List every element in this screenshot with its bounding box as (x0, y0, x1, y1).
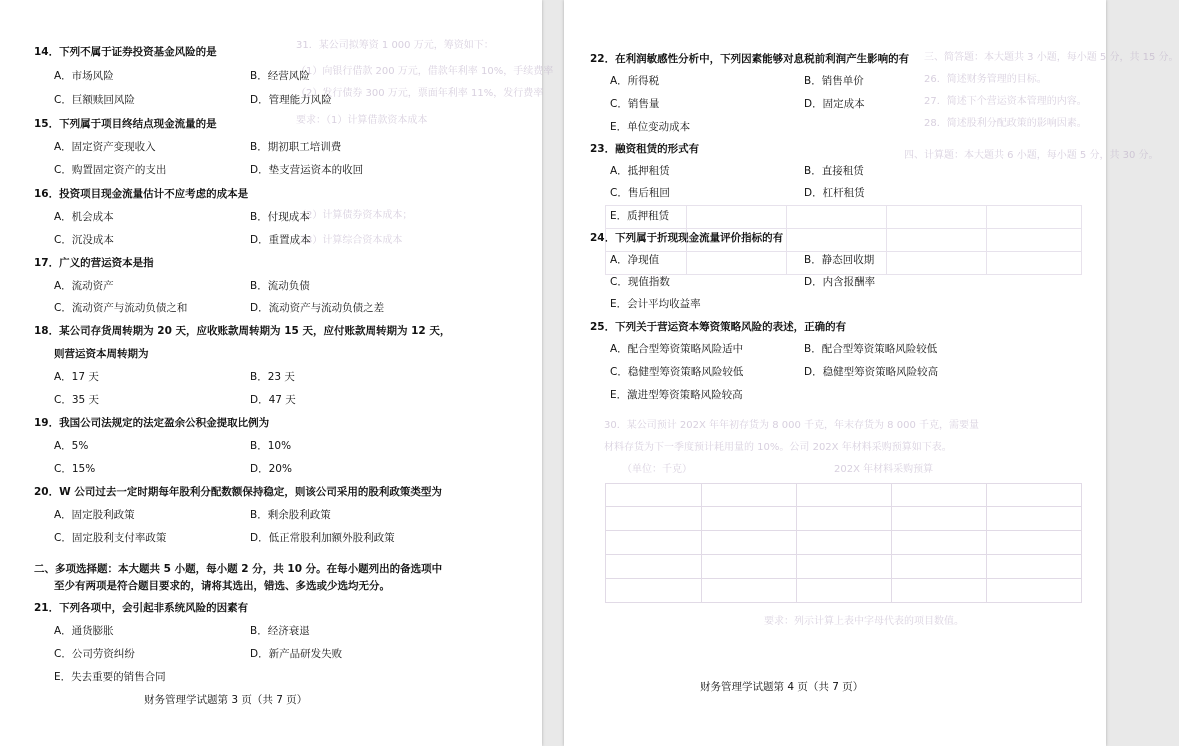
option-22c: C．销售量 (610, 98, 660, 110)
exam-page-3 (0, 0, 554, 746)
bleed-through-text: （3）计算综合资本成本 (296, 235, 403, 246)
option-17b: B．流动负债 (250, 280, 310, 292)
question-19: 19．我国公司法规定的法定盈余公积金提取比例为 (34, 417, 270, 429)
option-20d: D．低正常股利加额外股利政策 (250, 532, 395, 544)
option-16c: C．沉没成本 (54, 234, 114, 246)
option-24e: E．会计平均收益率 (610, 298, 701, 310)
option-14a: A．市场风险 (54, 70, 114, 82)
bleed-through-text: 30．某公司预计 202X 年年初存货为 8 000 千克，年末存货为 8 000 千克，需要量 (604, 420, 979, 431)
option-23d: D．杠杆租赁 (804, 187, 865, 199)
bleed-through-text: （2）发行债券 300 万元，票面年利率 11%，发行费率 (296, 88, 544, 99)
option-20a: A．固定股利政策 (54, 509, 135, 521)
bleed-through-table (605, 205, 1082, 275)
option-24b: B．静态回收期 (804, 254, 875, 266)
option-17c: C．流动资产与流动负债之和 (54, 302, 188, 314)
page-footer: 财务管理学试题第 3 页（共 7 页） (144, 694, 308, 706)
option-24c: C．现值指数 (610, 276, 670, 288)
option-17d: D．流动资产与流动负债之差 (250, 302, 385, 314)
bleed-through-text: 27．简述下个营运资本管理的内容。 (924, 96, 1087, 107)
question-17: 17．广义的营运资本是指 (34, 257, 154, 269)
bleed-through-text: 三、简答题：本大题共 3 小题，每小题 5 分，共 15 分。 (924, 52, 1179, 63)
bleed-through-text: 26．简述财务管理的目标。 (924, 74, 1047, 85)
option-16b: B．付现成本 (250, 211, 310, 223)
option-14d: D．管理能力风险 (250, 94, 332, 106)
question-25: 25．下列关于营运资本筹资策略风险的表述，正确的有 (590, 321, 847, 333)
bleed-through-text: （单位：千克） (622, 464, 692, 475)
section-heading: 二、多项选择题：本大题共 5 小题，每小题 2 分，共 10 分。在每小题列出的备选项中 (34, 563, 443, 575)
option-18b: B．23 天 (250, 371, 295, 383)
bleed-through-text: 材料存货为下一季度预计耗用量的 10%。公司 202X 年材料采购预算如下表。 (604, 442, 952, 453)
question-23: 23．融资租赁的形式有 (590, 143, 700, 155)
option-23e: E．质押租赁 (610, 210, 670, 222)
option-19c: C．15% (54, 463, 96, 475)
option-25e: E．激进型筹资策略风险较高 (610, 389, 743, 401)
option-19d: D．20% (250, 463, 292, 475)
option-23c: C．售后租回 (610, 187, 670, 199)
option-16d: D．重置成本 (250, 234, 311, 246)
option-22d: D．固定成本 (804, 98, 865, 110)
option-18c: C．35 天 (54, 394, 100, 406)
bleed-through-text: 四、计算题：本大题共 6 小题，每小题 5 分，共 30 分。 (904, 150, 1159, 161)
option-25d: D．稳健型筹资策略风险较高 (804, 366, 939, 378)
bleed-through-text: （1）向银行借款 200 万元，借款年利率 10%，手续费率 (296, 66, 554, 77)
option-15c: C．购置固定资产的支出 (54, 164, 167, 176)
option-23a: A．抵押租赁 (610, 165, 670, 177)
option-21b: B．经济衰退 (250, 625, 310, 637)
bleed-through-text: 28．简述股利分配政策的影响因素。 (924, 118, 1087, 129)
question-24: 24．下列属于折现现金流量评价指标的有 (590, 232, 784, 244)
option-19a: A．5% (54, 440, 89, 452)
option-22e: E．单位变动成本 (610, 121, 691, 133)
bleed-through-text: 要求：（1）计算借款资本成本 (296, 115, 428, 126)
option-23b: B．直接租赁 (804, 165, 864, 177)
option-25a: A．配合型筹资策略风险适中 (610, 343, 744, 355)
option-21e: E．失去重要的销售合同 (54, 671, 166, 683)
option-21c: C．公司劳资纠纷 (54, 648, 135, 660)
question-22: 22．在利润敏感性分析中，下列因素能够对息税前利润产生影响的有 (590, 53, 910, 65)
option-18a: A．17 天 (54, 371, 99, 383)
option-17a: A．流动资产 (54, 280, 114, 292)
option-24d: D．内含报酬率 (804, 276, 876, 288)
option-22a: A．所得税 (610, 75, 660, 87)
option-18d: D．47 天 (250, 394, 296, 406)
option-14b: B．经营风险 (250, 70, 310, 82)
option-15b: B．期初职工培训费 (250, 141, 342, 153)
option-15a: A．固定资产变现收入 (54, 141, 156, 153)
bleed-through-text: 202X 年材料采购预算 (834, 464, 934, 475)
bleed-through-table (605, 483, 1082, 603)
option-21d: D．新产品研发失败 (250, 648, 343, 660)
option-21a: A．通货膨胀 (54, 625, 114, 637)
option-16a: A．机会成本 (54, 211, 114, 223)
question-18-cont: 则营运资本周转期为 (54, 348, 149, 360)
question-20: 20．W 公司过去一定时期每年股利分配数额保持稳定，则该公司采用的股利政策类型为 (34, 486, 442, 498)
question-15: 15．下列属于项目终结点现金流量的是 (34, 118, 217, 130)
exam-page-4 (564, 0, 1179, 746)
option-25c: C．稳健型筹资策略风险较低 (610, 366, 744, 378)
option-20b: B．剩余股利政策 (250, 509, 331, 521)
bleed-through-text: （2）计算债券资本成本； (296, 210, 413, 221)
page-footer: 财务管理学试题第 4 页（共 7 页） (700, 681, 864, 693)
option-22b: B．销售单价 (804, 75, 864, 87)
option-15d: D．垫支营运资本的收回 (250, 164, 364, 176)
bleed-through-text: 31．某公司拟筹资 1 000 万元，筹资如下： (296, 40, 494, 51)
option-19b: B．10% (250, 440, 292, 452)
question-21: 21．下列各项中，会引起非系统风险的因素有 (34, 602, 249, 614)
option-25b: B．配合型筹资策略风险较低 (804, 343, 938, 355)
bleed-through-text: 要求：列示计算上表中字母代表的项目数值。 (764, 616, 964, 627)
question-18: 18．某公司存货周转期为 20 天，应收账款周转期为 15 天，应付账款周转期为 12 天， (34, 325, 451, 337)
question-16: 16．投资项目现金流量估计不应考虑的成本是 (34, 188, 249, 200)
option-20c: C．固定股利支付率政策 (54, 532, 167, 544)
question-14: 14．下列不属于证券投资基金风险的是 (34, 46, 217, 58)
option-24a: A．净现值 (610, 254, 660, 266)
section-heading-cont: 至少有两项是符合题目要求的，请将其选出，错选、多选或少选均无分。 (54, 580, 390, 592)
option-14c: C．巨额赎回风险 (54, 94, 135, 106)
